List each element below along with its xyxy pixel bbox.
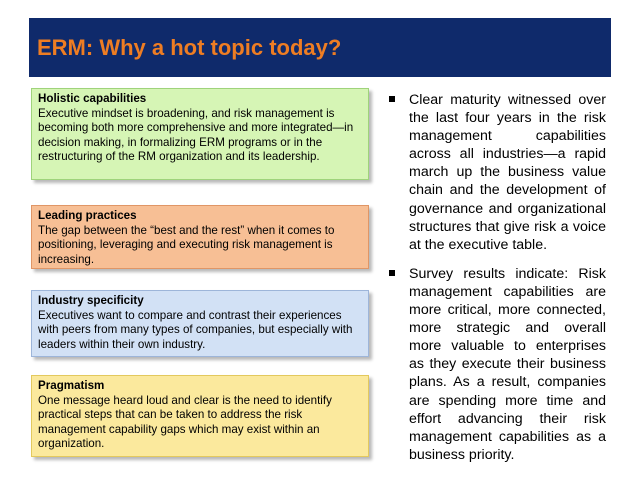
box-heading: Leading practices bbox=[38, 209, 137, 222]
bullet-text: Clear maturity witnessed over the last four years in the risk management capabilities across all industries—a rapid march up the business value chain and the development of governance and organizational structures that give risk a voice at the executive table. bbox=[409, 92, 606, 253]
bullet-item bbox=[387, 265, 606, 464]
pragmatism-box bbox=[31, 375, 369, 457]
bullet-list bbox=[387, 91, 606, 475]
box-body: The gap between the “best and the rest” when it comes to positioning, leveraging and executing risk management is increasing. bbox=[38, 223, 335, 266]
title-bar bbox=[29, 18, 611, 77]
leading-practices-box bbox=[31, 205, 369, 269]
box-heading: Industry specificity bbox=[38, 294, 144, 307]
slide-title: ERM: Why a hot topic today? bbox=[37, 35, 342, 60]
box-heading: Holistic capabilities bbox=[38, 92, 147, 105]
box-heading: Pragmatism bbox=[38, 379, 105, 392]
bullet-text: Survey results indicate: Risk management capabilities are more critical, more connected, more strategic and overall more valuable to enterprises as they execute their business plans. As a result, companies are spending more time and effort advancing their risk management capabilities as a business priority. bbox=[409, 265, 606, 463]
square-bullet-icon bbox=[389, 96, 395, 102]
box-body: Executives want to compare and contrast their experiences with peers from many types of companies, but especially with leaders within their own industry. bbox=[38, 308, 353, 351]
box-body: Executive mindset is broadening, and risk management is becoming both more comprehensive and more integrated—in decision making, in formalizing ERM programs or in the restructuring of the RM organization and its leadership. bbox=[38, 106, 354, 164]
bullet-item bbox=[387, 91, 606, 254]
holistic-capabilities-box bbox=[31, 88, 369, 180]
square-bullet-icon bbox=[389, 270, 395, 276]
industry-specificity-box bbox=[31, 290, 369, 357]
box-body: One message heard loud and clear is the need to identify practical steps that can be taken to address the risk management capability gaps which may exist within an organization. bbox=[38, 393, 332, 451]
